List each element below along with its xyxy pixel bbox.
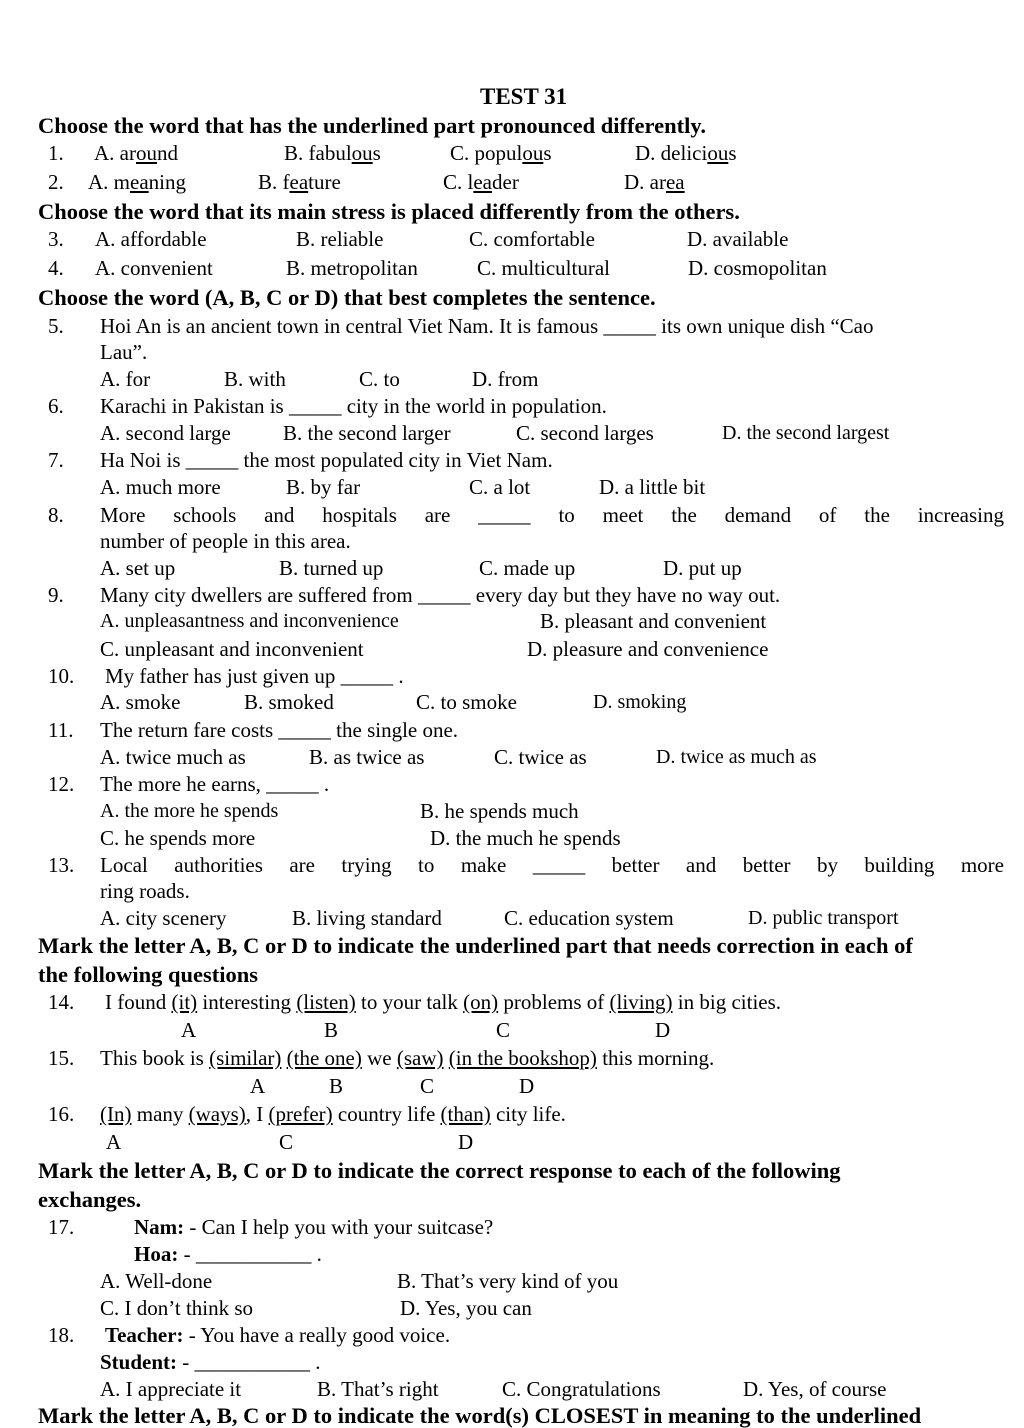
option-c: C. second larges <box>516 421 654 445</box>
option-d: D. pleasure and convenience <box>527 637 769 661</box>
section-heading-complete: Choose the word (A, B, C or D) that best completes the sentence. <box>38 285 656 310</box>
option-b: B. That’s right <box>317 1377 439 1401</box>
letter-c: C <box>279 1130 294 1154</box>
dialogue-line: Teacher: - You have a really good voice. <box>105 1323 451 1347</box>
question-text: Many city dwellers are suffered from _____ every day but they have no way out. <box>100 583 781 607</box>
option-b: B. metropolitan <box>286 256 418 280</box>
option-b: B. with <box>224 367 286 391</box>
question-text: The more he earns, _____ . <box>100 772 330 796</box>
section-heading-pronunciation: Choose the word that has the underlined part pronounced differently. <box>38 113 706 138</box>
page-title: TEST 31 <box>480 84 568 109</box>
letter-a: A <box>250 1074 266 1098</box>
question-number: 13. <box>48 853 75 877</box>
option-d: D. cosmopolitan <box>688 256 827 280</box>
option-c: C. multicultural <box>477 256 610 280</box>
letter-b: B <box>329 1074 344 1098</box>
option-b: B. smoked <box>244 690 334 714</box>
question-number: 18. <box>48 1323 75 1347</box>
question-number: 5. <box>48 314 64 338</box>
option-b: B. pleasant and convenient <box>540 609 767 633</box>
option-b: B. he spends much <box>420 799 579 823</box>
option-b: B. fabulous <box>284 141 381 165</box>
option-c: C. leader <box>443 170 519 194</box>
dialogue-line: Nam: - Can I help you with your suitcase? <box>134 1215 494 1239</box>
option-d: D. twice as much as <box>656 746 817 768</box>
question-text: Local authorities are trying to make _____ better and better by building more <box>100 853 1004 877</box>
option-a: A. twice much as <box>100 745 246 769</box>
letter-d: D <box>519 1074 535 1098</box>
option-b: B. feature <box>258 170 341 194</box>
option-a: A. I appreciate it <box>100 1377 242 1401</box>
option-d: D. the much he spends <box>430 826 621 850</box>
question-number: 6. <box>48 394 64 418</box>
question-text: This book is (similar) (the one) we (saw) (in the bookshop) this morning. <box>100 1046 715 1070</box>
option-a: A. smoke <box>100 690 181 714</box>
dialogue-line: Student: - ___________ . <box>100 1350 321 1374</box>
option-c: C. unpleasant and inconvenient <box>100 637 364 661</box>
option-c: C. Congratulations <box>502 1377 661 1401</box>
question-number: 17. <box>48 1215 75 1239</box>
option-b: B. living standard <box>292 906 442 930</box>
option-c: C. made up <box>479 556 576 580</box>
question-text: Ha Noi is _____ the most populated city in Viet Nam. <box>100 448 553 472</box>
option-b: B. as twice as <box>309 745 425 769</box>
option-d: D. Yes, you can <box>400 1296 532 1320</box>
option-a: A. the more he spends <box>100 800 279 822</box>
option-d: D. area <box>624 170 685 194</box>
option-a: A. convenient <box>95 256 213 280</box>
question-text: My father has just given up _____ . <box>105 664 404 688</box>
question-text: Lau”. <box>100 340 148 364</box>
option-a: A. for <box>100 367 151 391</box>
question-number: 11. <box>48 718 74 742</box>
question-number: 15. <box>48 1046 75 1070</box>
option-a: A. much more <box>100 475 221 499</box>
option-c: C. populous <box>450 141 552 165</box>
section-heading-response-cont: exchanges. <box>38 1187 142 1212</box>
option-d: D. available <box>687 227 789 251</box>
option-c: C. education system <box>504 906 674 930</box>
option-a: A. meaning <box>88 170 186 194</box>
letter-a: A <box>106 1130 122 1154</box>
option-c: C. he spends more <box>100 826 256 850</box>
question-text: The return fare costs _____ the single one. <box>100 718 459 742</box>
question-number: 14. <box>48 990 75 1014</box>
option-c: C. to <box>359 367 400 391</box>
option-d: D. the second largest <box>722 422 890 444</box>
option-a: A. around <box>94 141 178 165</box>
option-a: A. second large <box>100 421 231 445</box>
question-text: (In) many (ways), I (prefer) country life (than) city life. <box>100 1102 566 1126</box>
question-text: ring roads. <box>100 879 190 903</box>
option-c: C. I don’t think so <box>100 1296 254 1320</box>
question-text: I found (it) interesting (listen) to your talk (on) problems of (living) in big cities. <box>105 990 782 1014</box>
section-heading-error: Mark the letter A, B, C or D to indicate the underlined part that needs correction in each of <box>38 933 913 958</box>
option-b: B. turned up <box>279 556 384 580</box>
question-number: 1. <box>48 141 64 165</box>
option-a: A. affordable <box>95 227 207 251</box>
question-number: 8. <box>48 503 64 527</box>
option-d: D. public transport <box>748 907 899 929</box>
option-d: D. from <box>472 367 539 391</box>
section-heading-stress: Choose the word that its main stress is placed differently from the others. <box>38 199 740 224</box>
option-d: D. delicious <box>635 141 737 165</box>
option-c: C. a lot <box>469 475 531 499</box>
option-b: B. That’s very kind of you <box>397 1269 619 1293</box>
section-heading-closest: Mark the letter A, B, C or D to indicate the word(s) CLOSEST in meaning to the underlined <box>38 1403 922 1428</box>
option-d: D. a little bit <box>599 475 706 499</box>
question-number: 10. <box>48 664 75 688</box>
option-b: B. reliable <box>296 227 384 251</box>
question-number: 16. <box>48 1102 75 1126</box>
question-number: 2. <box>48 170 64 194</box>
option-d: D. Yes, of course <box>743 1377 887 1401</box>
option-b: B. the second larger <box>283 421 451 445</box>
section-heading-error-cont: the following questions <box>38 962 259 987</box>
letter-d: D <box>655 1018 671 1042</box>
option-c: C. to smoke <box>416 690 517 714</box>
question-number: 7. <box>48 448 64 472</box>
question-text: More schools and hospitals are _____ to meet the demand of the increasing <box>100 503 1004 527</box>
letter-d: D <box>458 1130 474 1154</box>
question-number: 12. <box>48 772 75 796</box>
letter-c: C <box>420 1074 435 1098</box>
question-number: 9. <box>48 583 64 607</box>
question-text: Karachi in Pakistan is _____ city in the world in population. <box>100 394 607 418</box>
question-text: number of people in this area. <box>100 529 351 553</box>
option-d: D. smoking <box>593 691 687 713</box>
option-a: A. unpleasantness and inconvenience <box>100 610 399 632</box>
question-number: 4. <box>48 256 64 280</box>
dialogue-line: Hoa: - ___________ . <box>134 1242 322 1266</box>
question-text: Hoi An is an ancient town in central Viet Nam. It is famous _____ its own unique dish “Cao <box>100 314 874 338</box>
letter-b: B <box>324 1018 339 1042</box>
option-a: A. Well-done <box>100 1269 213 1293</box>
letter-a: A <box>181 1018 197 1042</box>
option-b: B. by far <box>286 475 361 499</box>
option-a: A. set up <box>100 556 176 580</box>
section-heading-response: Mark the letter A, B, C or D to indicate the correct response to each of the following <box>38 1158 841 1183</box>
option-a: A. city scenery <box>100 906 227 930</box>
option-d: D. put up <box>663 556 742 580</box>
letter-c: C <box>496 1018 511 1042</box>
option-c: C. comfortable <box>469 227 595 251</box>
option-c: C. twice as <box>494 745 587 769</box>
question-number: 3. <box>48 227 64 251</box>
